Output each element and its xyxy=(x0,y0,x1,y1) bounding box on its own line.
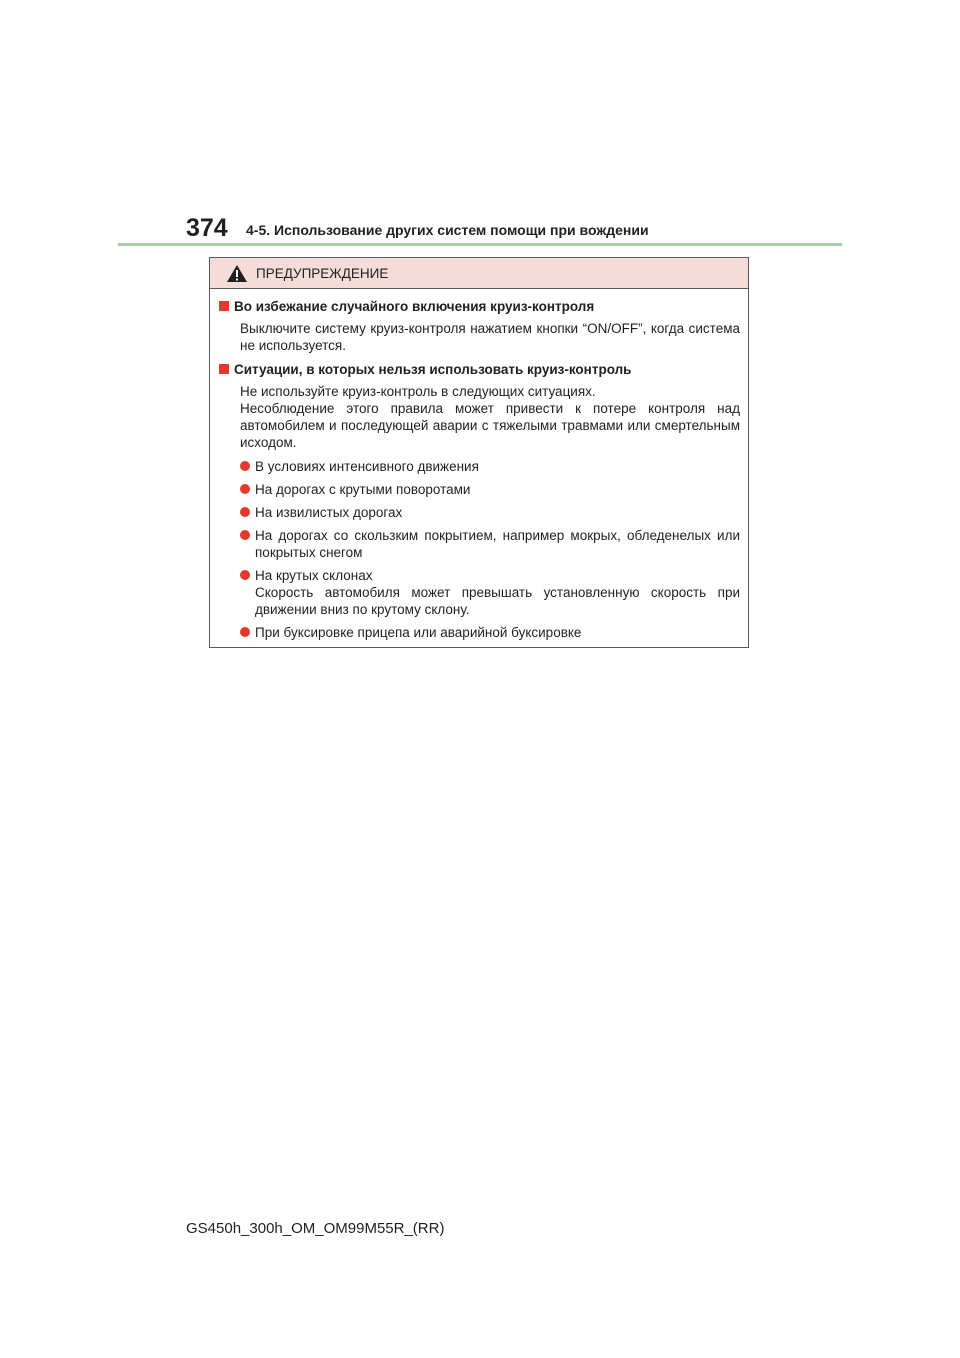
document-code: GS450h_300h_OM_OM99M55R_(RR) xyxy=(186,1220,445,1237)
warning-label: ПРЕДУПРЕЖДЕНИЕ xyxy=(256,265,389,281)
list-item xyxy=(219,504,740,521)
section-heading xyxy=(219,298,740,315)
section-text-intro: Не используйте круиз-контроль в следующих ситуациях. xyxy=(240,384,596,399)
list-item xyxy=(219,527,740,561)
section-heading-text: Ситуации, в которых нельзя использовать круиз-контроль xyxy=(234,362,632,377)
list-item xyxy=(219,458,740,475)
warning-triangle-icon xyxy=(226,264,248,283)
list-item-text-group xyxy=(255,567,740,618)
list-item-text: В условиях интенсивного движения xyxy=(255,459,479,474)
list-item-text: На крутых склонах xyxy=(255,568,373,583)
round-bullet-icon xyxy=(240,461,250,471)
round-bullet-icon xyxy=(240,507,250,517)
section-text: Выключите систему круиз-контроля нажатием кнопки “ON/OFF”, когда система не используется. xyxy=(240,321,740,353)
list-item-text: При буксировке прицепа или аварийной буксировке xyxy=(255,625,582,640)
warning-box xyxy=(209,257,749,648)
list-item-text: На дорогах со скользким покрытием, например мокрых, обледенелых или покрытых снегом xyxy=(255,528,740,560)
section-title: 4-5. Использование других систем помощи при вождении xyxy=(246,222,649,238)
round-bullet-icon xyxy=(240,484,250,494)
square-bullet-icon xyxy=(219,364,229,374)
square-bullet-icon xyxy=(219,301,229,311)
section-heading-text: Во избежание случайного включения круиз-контроля xyxy=(234,299,595,314)
header-divider xyxy=(118,243,842,246)
section-text-consequence: Несоблюдение этого правила может привести к потере контроля над автомобилем и последующей аварии с тяжелыми травмами или смертельным исходом. xyxy=(240,401,740,450)
warning-header xyxy=(210,258,748,289)
list-item-note: Скорость автомобиля может превышать установленную скорость при движении вниз по крутому склону. xyxy=(255,585,740,617)
warning-body xyxy=(210,289,748,641)
list-item xyxy=(219,624,740,641)
page-number: 374 xyxy=(186,214,228,242)
list-item-text: На извилистых дорогах xyxy=(255,505,403,520)
round-bullet-icon xyxy=(240,530,250,540)
round-bullet-icon xyxy=(240,570,250,580)
list-item xyxy=(219,481,740,498)
list-item-text: На дорогах с крутыми поворотами xyxy=(255,482,471,497)
list-item xyxy=(219,567,740,618)
section-heading xyxy=(219,361,740,378)
round-bullet-icon xyxy=(240,627,250,637)
